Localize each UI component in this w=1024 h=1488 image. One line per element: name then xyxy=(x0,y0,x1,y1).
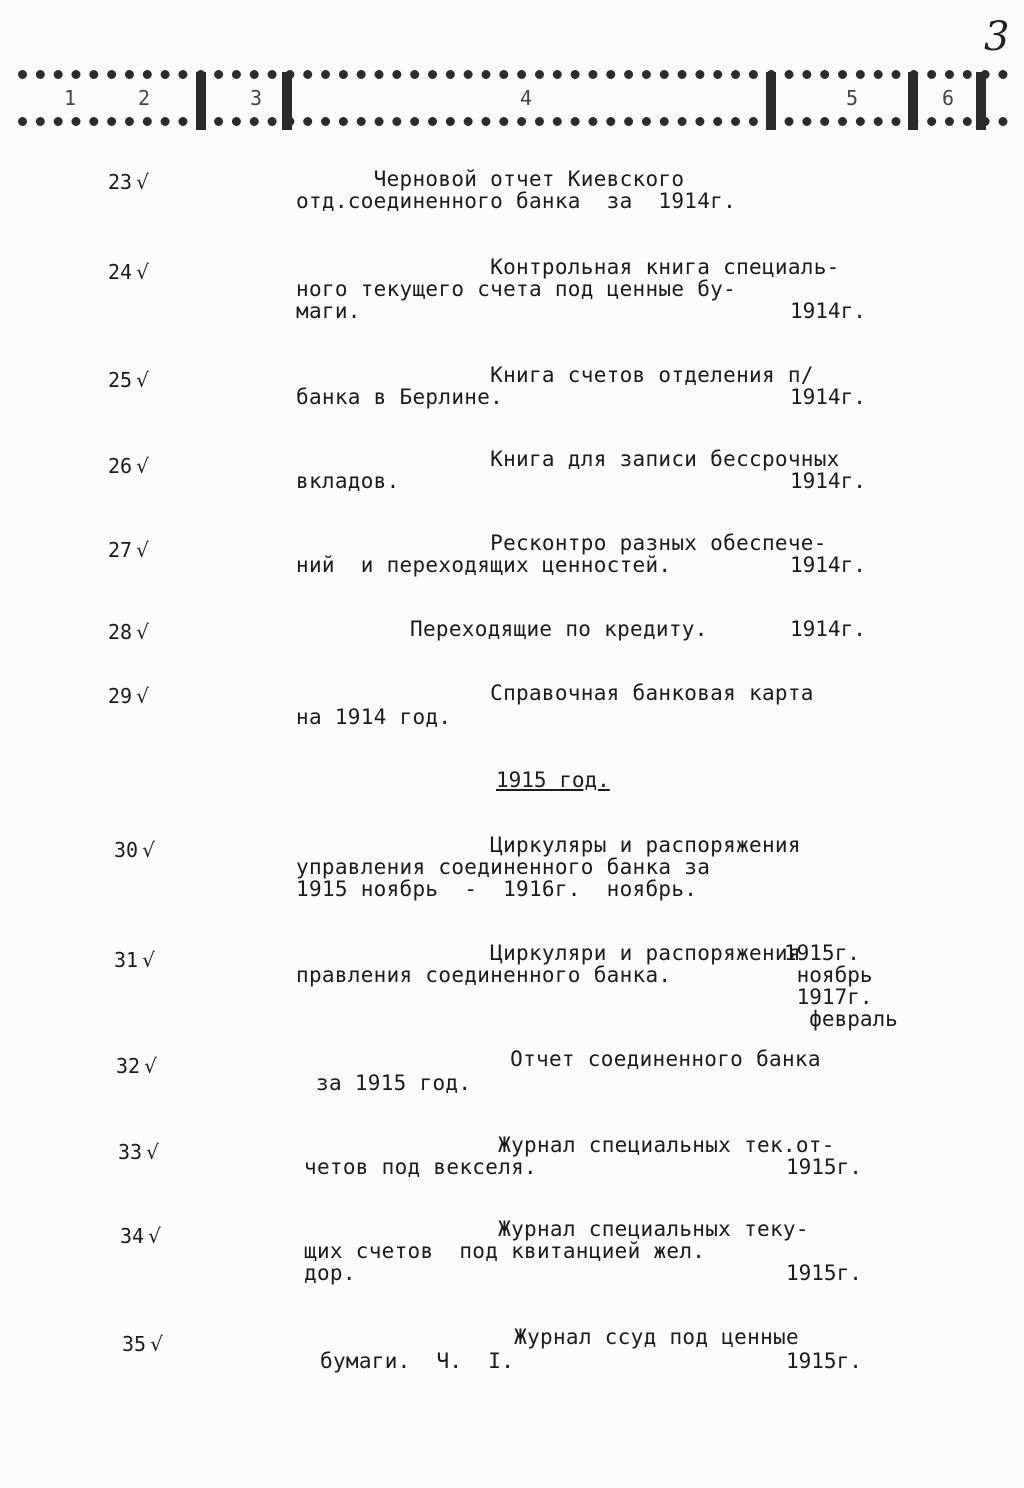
entry-description-line: управления соединенного банка за xyxy=(296,855,711,879)
header-column-tick xyxy=(282,72,292,130)
entry-description-line: 1915 ноябрь - 1916г. ноябрь. xyxy=(296,877,698,901)
entry-description-line: Черновой отчет Киевского xyxy=(296,167,685,191)
entry-description-line: правления соединенного банка. xyxy=(296,963,672,987)
entry-year: 1914г. xyxy=(790,299,866,323)
header-column-tick xyxy=(976,72,986,130)
entry-description-line: маги. xyxy=(296,299,361,323)
entry-number: 24 √ xyxy=(108,260,149,284)
entry-description-line: ний и переходящих ценностей. xyxy=(296,553,672,577)
entry-year: 1914г. xyxy=(790,617,866,641)
entry-number: 28 √ xyxy=(108,620,149,644)
entry-year: 1915г. xyxy=(786,1261,862,1285)
entry-description-line: Справочная банковая карта xyxy=(296,681,814,705)
header-column-tick xyxy=(196,72,206,130)
entry-year: 1915г. xyxy=(786,1155,862,1179)
entry-description-line: Журнал специальных теку- xyxy=(304,1217,809,1241)
entry-number: 33 √ xyxy=(118,1140,159,1164)
entry-number: 29 √ xyxy=(108,684,149,708)
entry-description-line: Книга для записи бессрочных xyxy=(296,447,840,471)
entry-number: 32 √ xyxy=(116,1054,157,1078)
entry-description-line: бумаги. Ч. I. xyxy=(320,1349,515,1373)
page-number: 3 xyxy=(984,14,1010,60)
entry-number: 25 √ xyxy=(108,368,149,392)
entry-description-line: Книга счетов отделения п/ xyxy=(296,363,814,387)
header-column-number: 6 xyxy=(942,86,955,110)
entry-description-line: Отчет соединенного банка xyxy=(316,1047,821,1071)
entry-number: 31 √ xyxy=(114,948,155,972)
entry-number: 23 √ xyxy=(108,170,149,194)
header-column-number: 3 xyxy=(250,86,263,110)
entry-year-range: 1915г. ноябрь 1917г. февраль xyxy=(784,941,898,1031)
entry-description-line: Циркуляры и распоряжения xyxy=(296,833,801,857)
header-column-number: 2 xyxy=(138,86,151,110)
header-column-tick xyxy=(908,72,918,130)
header-rule-top xyxy=(18,70,1008,79)
entry-description-line: Переходящие по кредиту. xyxy=(410,617,708,641)
section-heading: 1915 год. xyxy=(496,768,610,792)
entry-year: 1914г. xyxy=(790,553,866,577)
entry-description-line: ного текущего счета под ценные бу- xyxy=(296,277,737,301)
entry-year: 1914г. xyxy=(790,385,866,409)
entry-description-line: Журнал ссуд под ценные xyxy=(320,1325,799,1349)
entry-description-line: Реcконтро разных обеспече- xyxy=(296,531,827,555)
entry-description-line: Журнал специальных тек.от- xyxy=(304,1133,835,1157)
entry-description-line: четов под векселя. xyxy=(304,1155,537,1179)
entry-description-line: банка в Берлине. xyxy=(296,385,504,409)
entry-description-line: дор. xyxy=(304,1261,356,1285)
header-rule-bottom xyxy=(18,117,1008,126)
entry-description-line: отд.соединенного банка за 1914г. xyxy=(296,189,737,213)
entry-number: 34 √ xyxy=(120,1224,161,1248)
header-column-tick xyxy=(766,72,776,130)
entry-number: 35 √ xyxy=(122,1332,163,1356)
entry-number: 27 √ xyxy=(108,538,149,562)
entry-year: 1914г. xyxy=(790,469,866,493)
entry-description-line: Контрольная книга специаль- xyxy=(296,255,840,279)
entry-description-line: за 1915 год. xyxy=(316,1071,472,1095)
entry-number: 26 √ xyxy=(108,454,149,478)
header-column-number: 1 xyxy=(64,86,77,110)
entry-description-line: щих счетов под квитанцией жел. xyxy=(304,1239,706,1263)
header-column-number: 5 xyxy=(846,86,859,110)
entry-description-line: вкладов. xyxy=(296,469,400,493)
entry-description-line: на 1914 год. xyxy=(296,705,452,729)
entry-number: 30 √ xyxy=(114,838,155,862)
entry-year: 1915г. xyxy=(786,1349,862,1373)
header-column-number: 4 xyxy=(520,86,533,110)
entry-description-line: Циркуляри и распоряжения xyxy=(296,941,801,965)
